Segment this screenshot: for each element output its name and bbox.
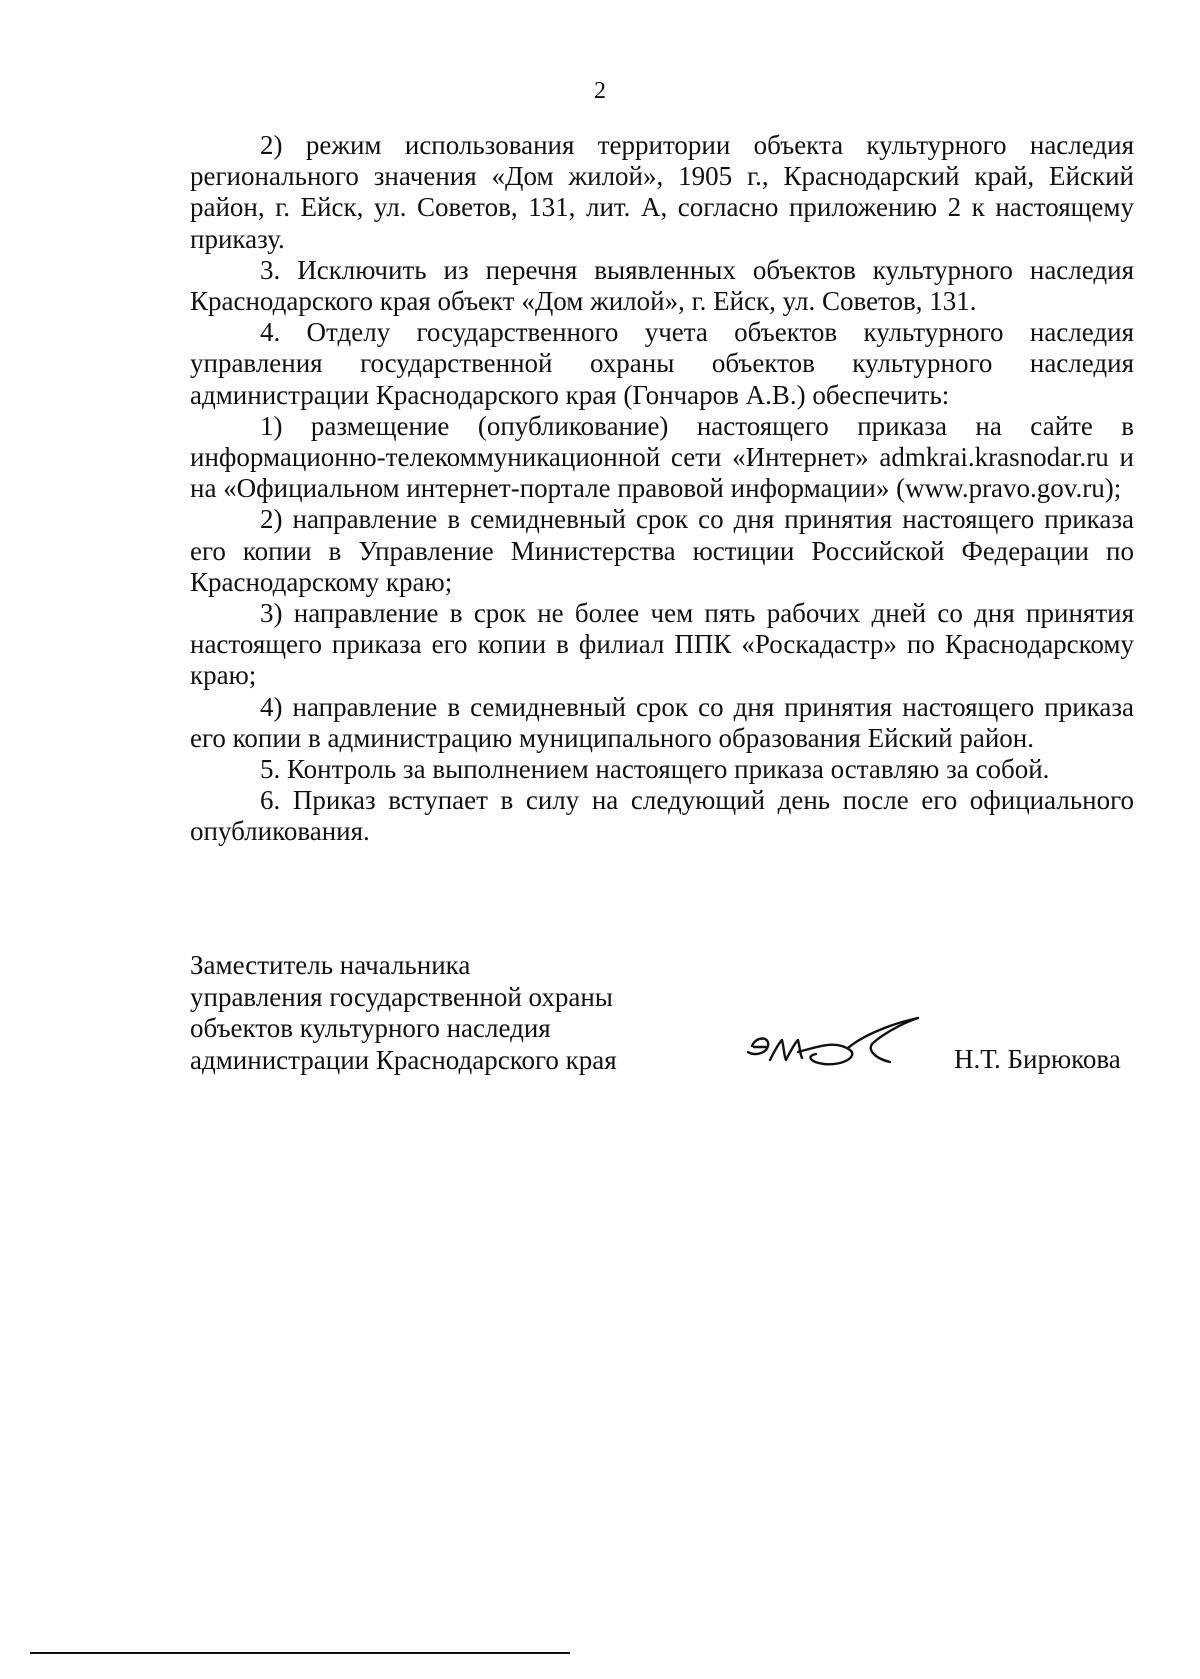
position-line: управления государственной охраны	[190, 981, 613, 1012]
signatory-name: Н.Т. Бирюкова	[954, 1044, 1121, 1074]
footer-divider	[30, 1652, 570, 1654]
signatory-position	[190, 950, 617, 1076]
paragraph: 4) направление в семидневный срок со дня принятия настоящего приказа его копии в администрацию муниципального образования Ейский район.	[190, 691, 1134, 753]
paragraph: 5. Контроль за выполнением настоящего приказа оставляю за собой.	[260, 754, 1050, 785]
paragraph: 2) режим использования территории объекта культурного наследия регионального значения «Дом жилой», 1905 г., Краснодарский край, Ейский район, г. Ейск, ул. Советов, 131, лит. А, согласно приложению 2 к настоящему приказу.	[190, 130, 1134, 254]
paragraph: 4. Отделу государственного учета объектов культурного наследия управления государственной охраны объектов культурного наследия администрации Краснодарского края (Гончаров А.В.) обеспечить:	[190, 317, 1134, 410]
paragraph: 2) направление в семидневный срок со дня принятия настоящего приказа его копии в Управление Министерства юстиции Российской Федерации по Краснодарскому краю;	[190, 504, 1134, 597]
position-line: объектов культурного наследия	[190, 1013, 551, 1043]
paragraph: 3. Исключить из перечня выявленных объектов культурного наследия Краснодарского края объект «Дом жилой», г. Ейск, ул. Советов, 131.	[190, 254, 1134, 317]
position-line: администрации Краснодарского края	[190, 1044, 617, 1075]
position-line: Заместитель начальника	[190, 950, 471, 980]
paragraph: 3) направление в срок не более чем пять рабочих дней со дня принятия настоящего приказа его копии в филиал ППК «Роскадастр» по Краснодарскому краю;	[190, 598, 1134, 691]
paragraph: 6. Приказ вступает в силу на следующий день после его официального опубликования.	[190, 785, 1134, 847]
paragraph: 1) размещение (опубликование) настоящего приказа на сайте в информационно-телекоммуникационной сети «Интернет» admkrai.krasnodar.ru и на «Официальном интернет-портале правовой информации» (www.pravo.gov.ru);	[190, 410, 1134, 504]
handwritten-signature	[740, 1010, 930, 1080]
signature-block	[190, 950, 1140, 1090]
page-number: 2	[594, 78, 606, 104]
document-body	[190, 130, 1134, 848]
